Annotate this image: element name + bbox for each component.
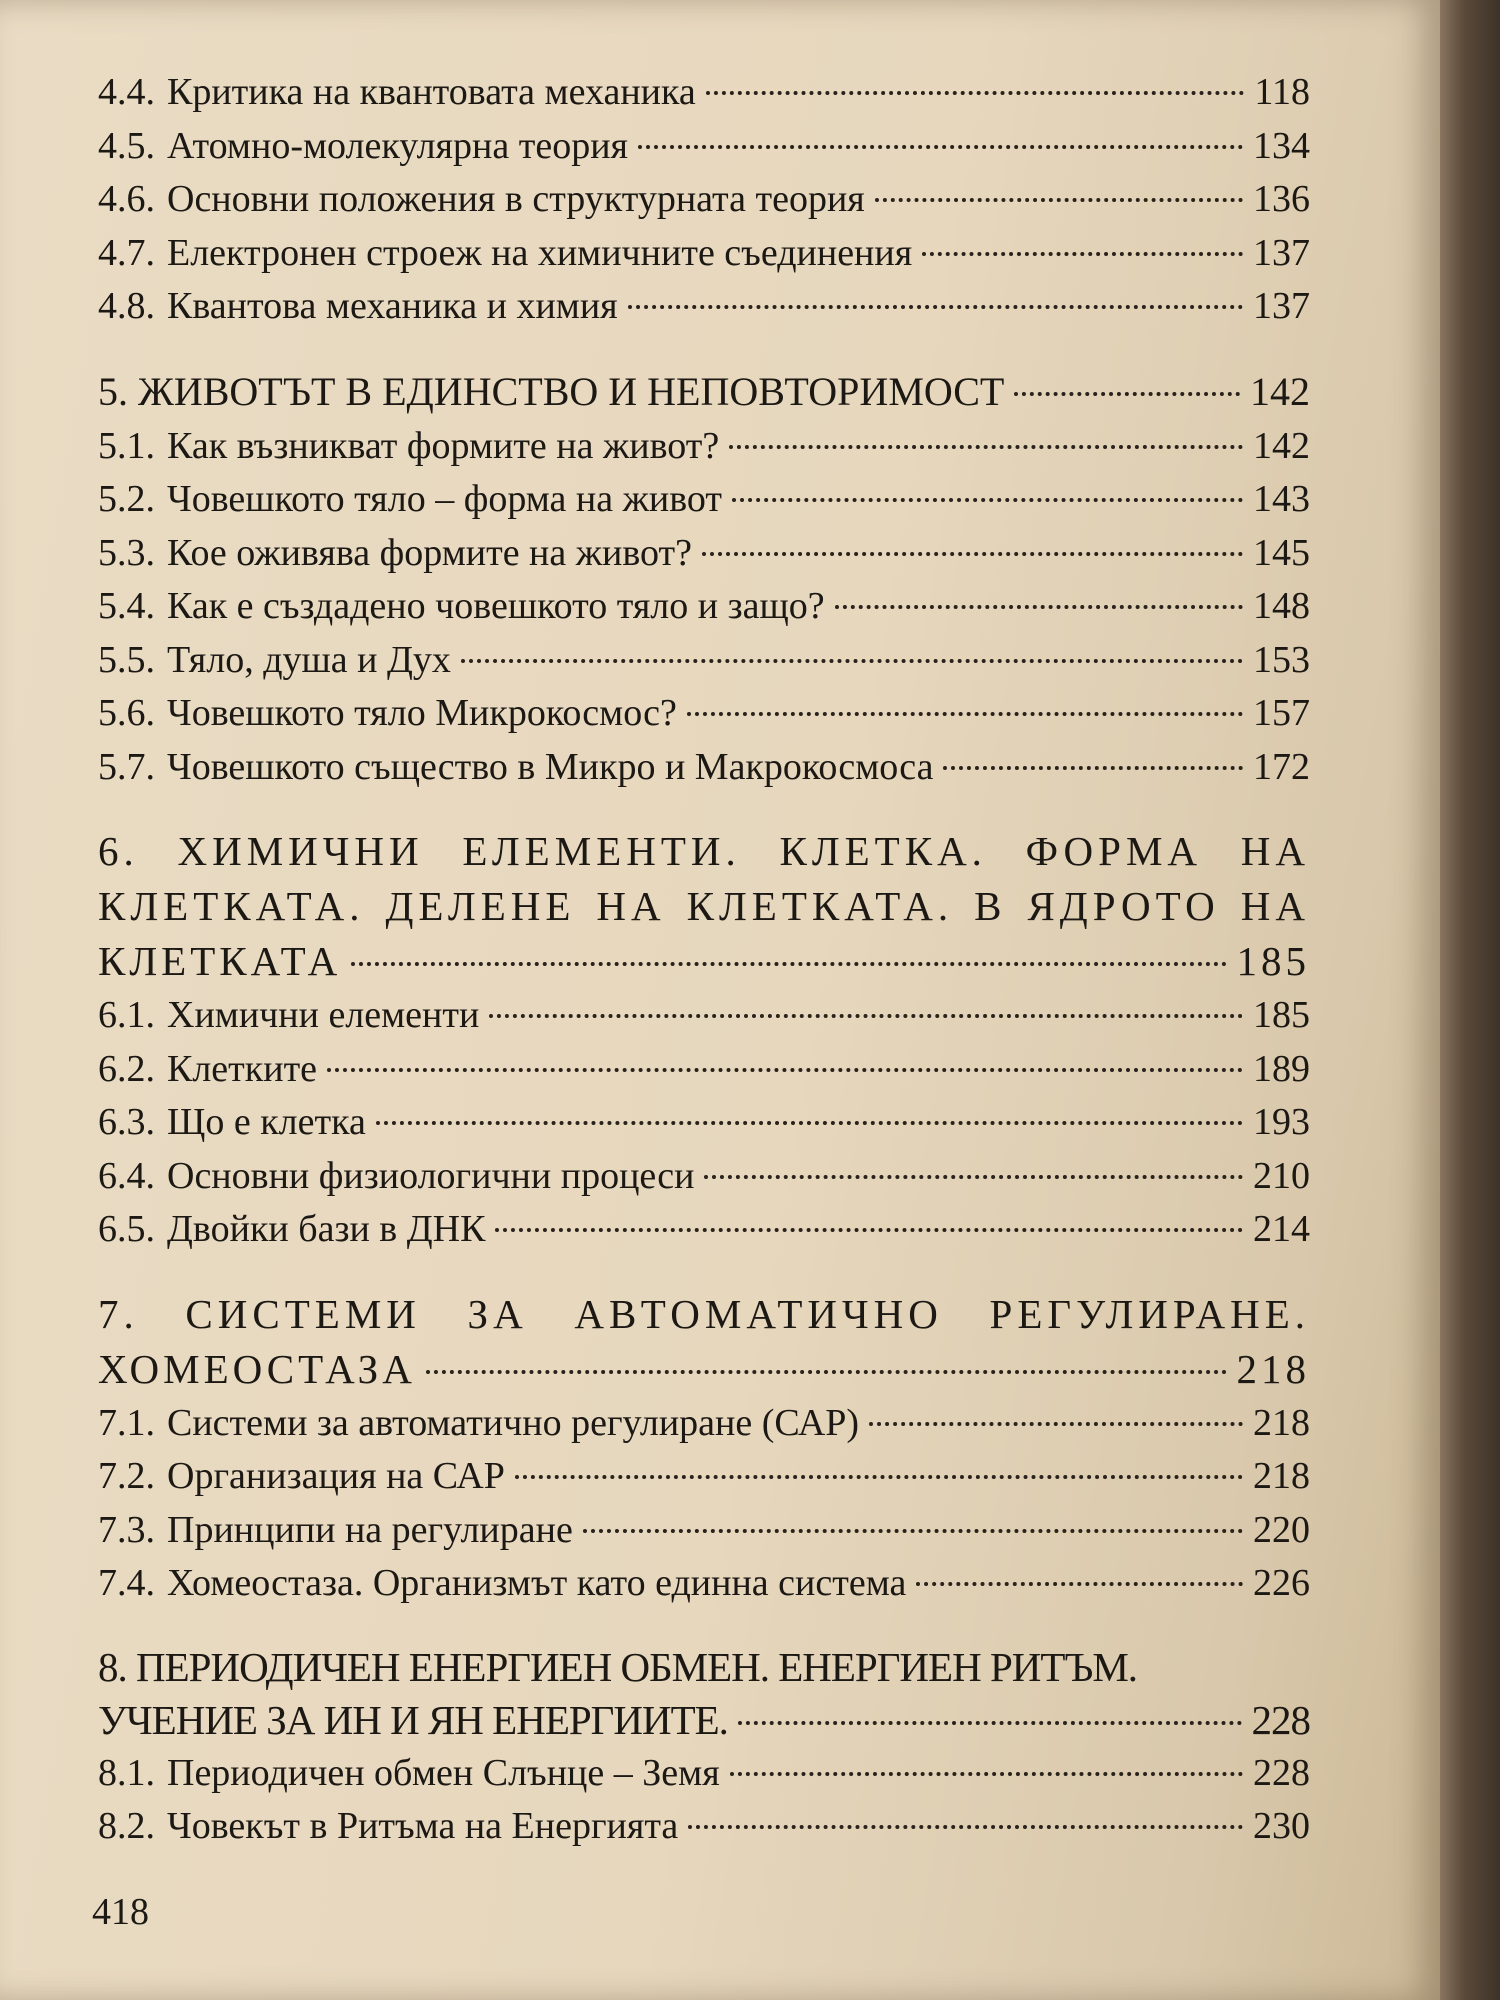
entry-page: 143 bbox=[1253, 478, 1310, 520]
entry-number: 6.2. bbox=[98, 1047, 155, 1090]
entry-number: 5.1. bbox=[98, 424, 155, 467]
entry-number: 6.4. bbox=[98, 1154, 155, 1197]
entry-number: 5.4. bbox=[98, 585, 155, 627]
entry-number: 4.4. bbox=[98, 71, 155, 113]
toc-entry[interactable] bbox=[98, 120, 1310, 174]
chapter-heading-line: 6. ХИМИЧНИ ЕЛЕМЕНТИ. КЛЕТКА. ФОРМА НА bbox=[98, 828, 1310, 874]
toc-entry[interactable] bbox=[98, 1203, 1310, 1257]
entry-number: 5.7. bbox=[98, 745, 155, 788]
entry-title: Атомно-молекулярна теория bbox=[167, 124, 629, 167]
entry-page: 220 bbox=[1253, 1508, 1310, 1551]
entry-title: Организация на САР bbox=[167, 1455, 505, 1497]
entry-title: Как възникват формите на живот? bbox=[167, 424, 720, 467]
toc-entry[interactable] bbox=[98, 280, 1310, 334]
entry-page: 153 bbox=[1253, 638, 1310, 681]
chapter-title: УЧЕНИЕ ЗА ИН И ЯН ЕНЕРГИИТЕ. bbox=[98, 1696, 728, 1743]
entry-number: 5.2. bbox=[98, 478, 155, 520]
entry-page: 118 bbox=[1254, 71, 1310, 113]
chapter-heading-line: 7. СИСТЕМИ ЗА АВТОМАТИЧНО РЕГУЛИРАНЕ. bbox=[98, 1290, 1310, 1337]
dot-leader bbox=[426, 1370, 1227, 1374]
entry-number: 6.5. bbox=[98, 1208, 155, 1250]
toc-entry[interactable] bbox=[98, 989, 1310, 1043]
entry-page: 226 bbox=[1253, 1562, 1310, 1604]
entry-number: 4.8. bbox=[98, 285, 155, 327]
entry-page: 134 bbox=[1253, 124, 1310, 167]
entry-page: 137 bbox=[1253, 231, 1310, 274]
toc-section-7 bbox=[98, 1287, 1310, 1611]
dot-leader bbox=[869, 1422, 1243, 1426]
chapter-heading[interactable] bbox=[98, 1694, 1310, 1747]
toc-entry[interactable] bbox=[98, 1450, 1310, 1504]
dot-leader bbox=[515, 1475, 1243, 1479]
entry-title: Химични елементи bbox=[167, 994, 480, 1036]
toc-section-4 bbox=[98, 66, 1310, 334]
entry-title: Що е клетка bbox=[167, 1101, 366, 1143]
chapter-title: 5. ЖИВОТЪТ В ЕДИНСТВО И НЕПОВТОРИМОСТ bbox=[98, 368, 1005, 414]
dot-leader bbox=[1014, 392, 1240, 396]
entry-title: Принципи на регулиране bbox=[167, 1508, 573, 1551]
toc-entry[interactable] bbox=[98, 473, 1310, 527]
entry-page: 230 bbox=[1253, 1805, 1310, 1847]
dot-leader bbox=[638, 145, 1243, 149]
table-of-contents bbox=[98, 66, 1310, 1884]
dot-leader bbox=[376, 1121, 1243, 1125]
dot-leader bbox=[922, 252, 1243, 256]
toc-entry[interactable] bbox=[98, 1800, 1310, 1854]
dot-leader bbox=[327, 1068, 1243, 1072]
toc-entry[interactable] bbox=[98, 1043, 1310, 1097]
entry-title: Системи за автоматично регулиране (САР) bbox=[167, 1401, 860, 1444]
dot-leader bbox=[628, 305, 1243, 309]
entry-number: 8.1. bbox=[98, 1751, 155, 1794]
entry-number: 8.2. bbox=[98, 1805, 155, 1847]
toc-entry[interactable] bbox=[98, 227, 1310, 281]
chapter-title: КЛЕТКАТА bbox=[98, 938, 342, 984]
chapter-heading-line: 8. ПЕРИОДИЧЕН ЕНЕРГИЕН ОБМЕН. ЕНЕРГИЕН РИТЪМ. bbox=[98, 1643, 1138, 1690]
entry-page: 137 bbox=[1253, 285, 1310, 327]
entry-title: Тяло, душа и Дух bbox=[167, 638, 451, 681]
toc-entry[interactable] bbox=[98, 1747, 1310, 1801]
dot-leader bbox=[730, 1772, 1243, 1776]
entry-number: 5.5. bbox=[98, 638, 155, 681]
entry-page: 145 bbox=[1253, 531, 1310, 574]
dot-leader bbox=[489, 1014, 1243, 1018]
entry-number: 7.3. bbox=[98, 1508, 155, 1551]
toc-entry[interactable] bbox=[98, 420, 1310, 474]
entry-page: 218 bbox=[1253, 1455, 1310, 1497]
entry-title: Двойки бази в ДНК bbox=[167, 1208, 486, 1250]
entry-page: 218 bbox=[1253, 1401, 1310, 1444]
dot-leader bbox=[875, 198, 1243, 202]
chapter-page: 218 bbox=[1236, 1345, 1310, 1392]
entry-title: Човешкото тяло Микрокосмос? bbox=[167, 692, 677, 734]
entry-title: Кое оживява формите на живот? bbox=[167, 531, 693, 574]
toc-entry[interactable] bbox=[98, 1150, 1310, 1204]
chapter-page: 228 bbox=[1251, 1696, 1310, 1743]
entry-title: Основни положения в структурната теория bbox=[167, 178, 865, 220]
page-number: 418 bbox=[92, 1891, 149, 1933]
entry-page: 185 bbox=[1253, 994, 1310, 1036]
toc-entry[interactable] bbox=[98, 66, 1310, 120]
toc-entry[interactable] bbox=[98, 741, 1310, 795]
entry-page: 189 bbox=[1253, 1047, 1310, 1090]
entry-title: Електронен строеж на химичните съединения bbox=[167, 231, 913, 274]
chapter-page: 185 bbox=[1236, 938, 1310, 984]
dot-leader bbox=[688, 1825, 1243, 1829]
entry-title: Човекът в Ритъма на Енергията bbox=[167, 1805, 679, 1847]
toc-section-5 bbox=[98, 364, 1310, 795]
dot-leader bbox=[729, 445, 1243, 449]
entry-page: 157 bbox=[1253, 692, 1310, 734]
entry-number: 4.6. bbox=[98, 178, 155, 220]
entry-title: Основни физиологични процеси bbox=[167, 1154, 695, 1197]
entry-page: 193 bbox=[1253, 1101, 1310, 1143]
dot-leader bbox=[687, 712, 1243, 716]
toc-entry[interactable] bbox=[98, 1397, 1310, 1451]
chapter-heading[interactable] bbox=[98, 1342, 1310, 1397]
dot-leader bbox=[916, 1582, 1243, 1586]
dot-leader bbox=[583, 1529, 1243, 1533]
dot-leader bbox=[704, 1175, 1243, 1179]
entry-page: 136 bbox=[1253, 178, 1310, 220]
dot-leader bbox=[495, 1228, 1243, 1232]
toc-entry[interactable] bbox=[98, 687, 1310, 741]
page-edge bbox=[1440, 0, 1500, 2000]
entry-page: 142 bbox=[1253, 424, 1310, 467]
dot-leader bbox=[732, 498, 1243, 502]
entry-title: Как е създадено човешкото тяло и защо? bbox=[167, 585, 825, 627]
entry-number: 6.3. bbox=[98, 1101, 155, 1143]
dot-leader bbox=[706, 91, 1245, 95]
chapter-heading[interactable] bbox=[98, 934, 1310, 989]
entry-page: 148 bbox=[1253, 585, 1310, 627]
dot-leader bbox=[943, 766, 1243, 770]
entry-page: 228 bbox=[1253, 1751, 1310, 1794]
entry-title: Квантова механика и химия bbox=[167, 285, 618, 327]
toc-entry[interactable] bbox=[98, 173, 1310, 227]
entry-page: 214 bbox=[1253, 1208, 1310, 1250]
entry-page: 210 bbox=[1253, 1154, 1310, 1197]
entry-number: 5.6. bbox=[98, 692, 155, 734]
entry-number: 4.7. bbox=[98, 231, 155, 274]
entry-title: Човешкото същество в Микро и Макрокосмоса bbox=[167, 745, 934, 788]
entry-title: Клетките bbox=[167, 1047, 318, 1090]
toc-entry[interactable] bbox=[98, 634, 1310, 688]
chapter-heading[interactable] bbox=[98, 364, 1310, 420]
entry-number: 7.1. bbox=[98, 1401, 155, 1444]
chapter-title: ХОМЕОСТАЗА bbox=[98, 1345, 416, 1392]
chapter-heading-line: КЛЕТКАТА. ДЕЛЕНЕ НА КЛЕТКАТА. В ЯДРОТО НА bbox=[98, 883, 1310, 929]
entry-number: 5.3. bbox=[98, 531, 155, 574]
entry-number: 6.1. bbox=[98, 994, 155, 1036]
toc-entry[interactable] bbox=[98, 1557, 1310, 1611]
toc-section-8 bbox=[98, 1641, 1310, 1854]
entry-title: Критика на квантовата механика bbox=[167, 71, 696, 113]
dot-leader bbox=[461, 659, 1243, 663]
entry-title: Периодичен обмен Слънце – Земя bbox=[167, 1751, 720, 1794]
entry-page: 172 bbox=[1253, 745, 1310, 788]
toc-entry[interactable] bbox=[98, 1504, 1310, 1558]
entry-number: 7.2. bbox=[98, 1455, 155, 1497]
entry-number: 4.5. bbox=[98, 124, 155, 167]
dot-leader bbox=[351, 962, 1226, 966]
entry-title: Човешкото тяло – форма на живот bbox=[167, 478, 723, 520]
dot-leader bbox=[702, 552, 1243, 556]
toc-entry[interactable] bbox=[98, 1096, 1310, 1150]
toc-entry[interactable] bbox=[98, 580, 1310, 634]
dot-leader bbox=[738, 1721, 1242, 1725]
entry-number: 7.4. bbox=[98, 1562, 155, 1604]
dot-leader bbox=[835, 605, 1243, 609]
toc-section-6 bbox=[98, 824, 1310, 1257]
toc-entry[interactable] bbox=[98, 527, 1310, 581]
entry-title: Хомеостаза. Организмът като единна система bbox=[167, 1562, 907, 1604]
chapter-page: 142 bbox=[1250, 368, 1310, 414]
